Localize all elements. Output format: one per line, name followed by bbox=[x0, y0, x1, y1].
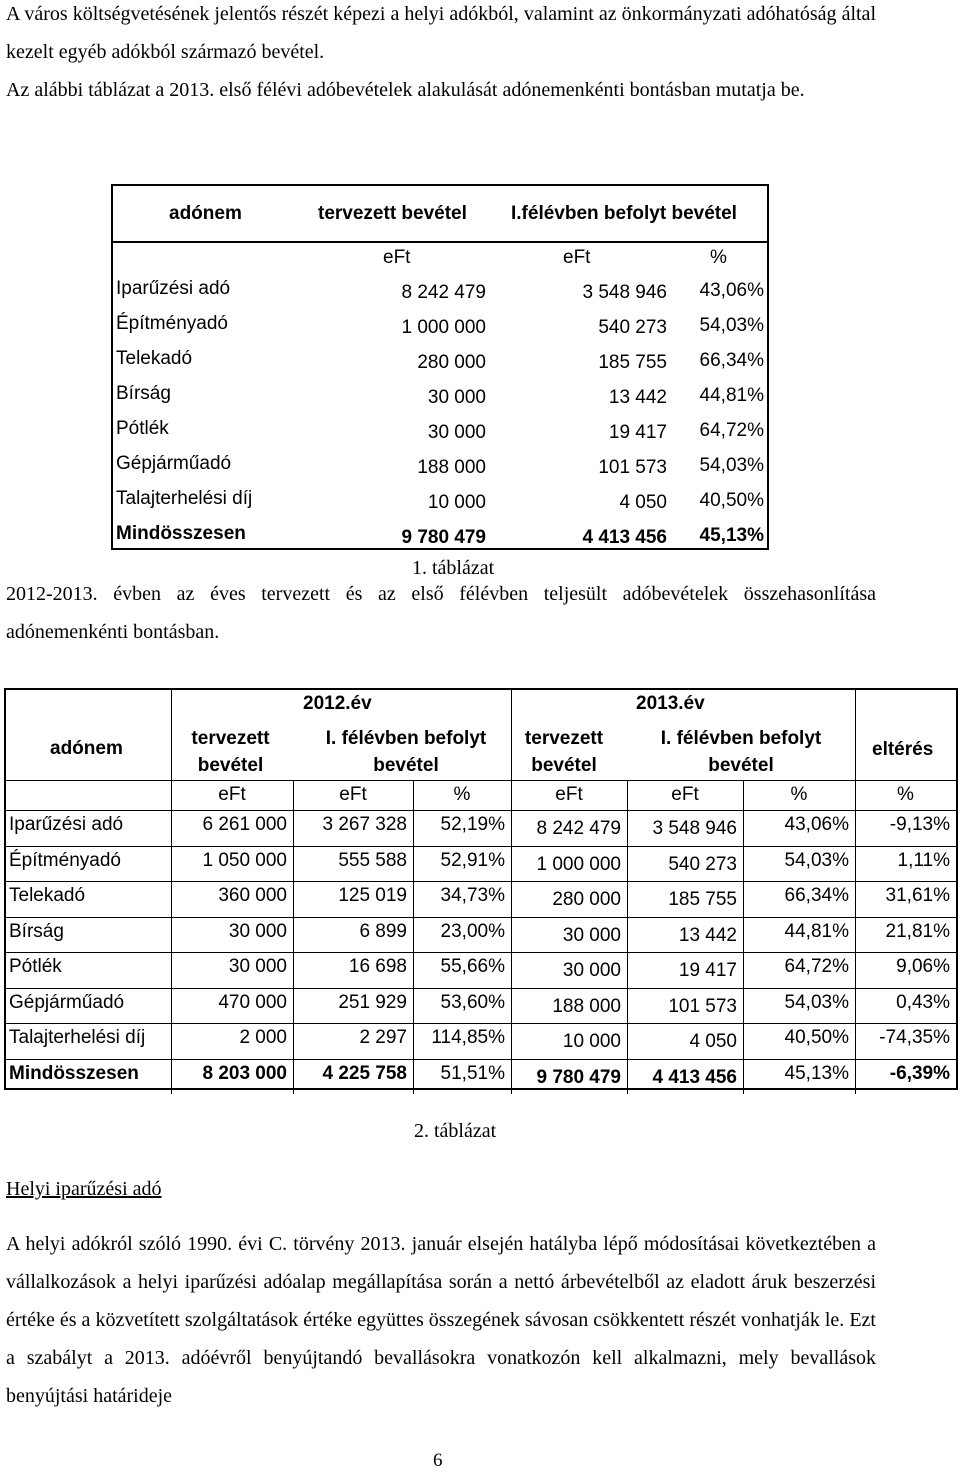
t2-header-adonem: adónem bbox=[50, 738, 123, 759]
t2-row-a13: 4 050 bbox=[689, 1031, 737, 1052]
t2-row-a12: 3 267 328 bbox=[322, 814, 407, 835]
t2-row-pct12: 34,73% bbox=[440, 885, 505, 906]
t2-row-name: Bírság bbox=[9, 920, 64, 942]
t1-row-pct: 66,34% bbox=[699, 350, 764, 371]
table-grid-line bbox=[743, 780, 744, 1094]
t2-row-diff: 0,43% bbox=[896, 991, 950, 1013]
t2-row-a13: 540 273 bbox=[668, 853, 737, 875]
t1-row-name: Telekadó bbox=[116, 348, 193, 369]
t2-row-diff: 9,06% bbox=[896, 956, 950, 977]
t1-row-actual: 4 050 bbox=[619, 492, 667, 513]
t2-row-pct12: 23,00% bbox=[440, 920, 505, 942]
t2-row-diff: 21,81% bbox=[885, 920, 950, 942]
t2-row-pct13: 40,50% bbox=[784, 1027, 849, 1048]
table-1-caption: 1. táblázat bbox=[412, 557, 495, 579]
t2-row-name: Iparűzési adó bbox=[9, 814, 124, 835]
t2-total-p13: 9 780 479 bbox=[536, 1066, 621, 1088]
comparison-description: 2012-2013. évben az éves tervezett és az első félévben teljesült adóbevételek összehasonlítása adónemenkénti bontásban. bbox=[6, 583, 876, 643]
t1-row-name: Bírság bbox=[116, 383, 171, 404]
t2-row-a12: 2 297 bbox=[359, 1027, 407, 1048]
t2-row-p12: 2 000 bbox=[239, 1027, 287, 1048]
t2-row-name: Pótlék bbox=[9, 956, 62, 977]
t1-row-name: Pótlék bbox=[116, 418, 169, 439]
t1-row-planned: 10 000 bbox=[427, 492, 486, 513]
t1-row-pct: 64,72% bbox=[699, 420, 764, 441]
t2-year-2012: 2012.év bbox=[303, 693, 372, 714]
t2-row-p12: 6 261 000 bbox=[202, 814, 287, 835]
t2-total-a13: 4 413 456 bbox=[652, 1066, 737, 1088]
t2-row-p13: 188 000 bbox=[552, 995, 621, 1017]
t2-total-a12: 4 225 758 bbox=[322, 1062, 407, 1084]
t2-row-a12: 555 588 bbox=[338, 849, 407, 871]
t1-row-planned: 1 000 000 bbox=[401, 317, 486, 338]
intro-paragraph-2: Az alábbi táblázat a 2013. első félévi adóbevételek alakulását adónemenkénti bontásban mutatja be. bbox=[6, 79, 805, 101]
table-grid-line bbox=[6, 917, 956, 918]
t1-row-name: Iparűzési adó bbox=[116, 278, 231, 299]
t2-header-actual-2012: I. félévben befolyt bevétel bbox=[325, 728, 487, 776]
table-grid-line bbox=[6, 881, 956, 882]
t1-total-actual: 4 413 456 bbox=[582, 527, 667, 548]
t1-row-pct: 54,03% bbox=[699, 455, 764, 476]
t1-row-planned: 30 000 bbox=[427, 387, 486, 408]
t2-row-p12: 30 000 bbox=[228, 956, 287, 977]
t2-unit-label: eFt bbox=[218, 784, 246, 805]
table-grid-line bbox=[293, 780, 294, 1094]
t2-row-diff: 31,61% bbox=[885, 885, 950, 906]
table-grid-line bbox=[171, 690, 172, 1094]
table-grid-line bbox=[413, 780, 414, 1094]
t1-header-planned: tervezett bevétel bbox=[318, 203, 467, 224]
t2-row-name: Építményadó bbox=[9, 849, 121, 871]
t2-unit-label: % bbox=[453, 784, 471, 805]
t2-row-p13: 280 000 bbox=[552, 889, 621, 910]
t2-row-name: Telekadó bbox=[9, 885, 86, 906]
t2-row-pct12: 52,91% bbox=[440, 849, 505, 871]
t1-row-actual: 19 417 bbox=[608, 422, 667, 443]
t2-row-a13: 19 417 bbox=[678, 960, 737, 981]
t2-row-pct13: 54,03% bbox=[784, 991, 849, 1013]
t2-unit-label: eFt bbox=[555, 784, 583, 805]
t1-row-planned: 188 000 bbox=[417, 457, 486, 478]
t2-row-a12: 251 929 bbox=[338, 991, 407, 1013]
t2-row-p13: 10 000 bbox=[562, 1031, 621, 1052]
t1-unit-actual: eFt bbox=[563, 247, 591, 268]
t1-total-name: Mindösszesen bbox=[116, 523, 246, 544]
t2-row-p12: 30 000 bbox=[228, 920, 287, 942]
table-grid-line bbox=[6, 846, 956, 847]
t2-header-actual-2013: I. félévben befolyt bevétel bbox=[660, 728, 822, 776]
t2-unit-label: eFt bbox=[671, 784, 699, 805]
t2-row-diff: 1,11% bbox=[897, 849, 950, 871]
t2-total-p12: 8 203 000 bbox=[202, 1062, 287, 1084]
t2-row-pct13: 66,34% bbox=[784, 885, 849, 906]
t2-unit-label: eFt bbox=[339, 784, 367, 805]
table-grid-line bbox=[511, 690, 512, 1094]
t1-row-pct: 54,03% bbox=[699, 315, 764, 336]
table-grid-line bbox=[627, 780, 628, 1094]
t2-row-p12: 360 000 bbox=[218, 885, 287, 906]
t1-row-pct: 40,50% bbox=[699, 490, 764, 511]
t2-row-pct13: 43,06% bbox=[784, 814, 849, 835]
t2-row-p13: 8 242 479 bbox=[536, 818, 621, 839]
table-grid-line bbox=[6, 1059, 956, 1060]
body-paragraph: A helyi adókról szóló 1990. évi C. törvény 2013. január elsején hatályba lépő módosításai következtében a vállalkozások a helyi iparűzési adóalap megállapítása során a nettó árbevételből az eladott áruk beszerzési értéke és a közvetített szolgáltatások értéke együttes összegének sávosan csökkentett részét vonhatják le. Ezt a szabályt a 2013. adóévről benyújtandó bevallásokra vonatkozón kell alkalmazni, mely bevallások benyújtási határideje bbox=[6, 1233, 876, 1407]
t2-row-pct12: 53,60% bbox=[440, 991, 505, 1013]
t2-row-p13: 30 000 bbox=[562, 960, 621, 981]
t2-row-name: Talajterhelési díj bbox=[9, 1027, 146, 1048]
t2-total-diff: -6,39% bbox=[889, 1062, 950, 1084]
t2-row-diff: -9,13% bbox=[889, 814, 950, 835]
t2-row-diff: -74,35% bbox=[879, 1027, 950, 1048]
t2-row-a12: 125 019 bbox=[338, 885, 407, 906]
t2-row-a13: 13 442 bbox=[678, 924, 737, 946]
t2-unit-label: % bbox=[790, 784, 808, 805]
t1-row-pct: 43,06% bbox=[699, 280, 764, 301]
table-grid-line bbox=[6, 1023, 956, 1024]
table-grid-line bbox=[6, 780, 956, 781]
t1-row-name: Építményadó bbox=[116, 313, 228, 334]
t2-total-pct12: 51,51% bbox=[440, 1062, 505, 1084]
t2-row-name: Gépjárműadó bbox=[9, 991, 125, 1013]
t2-row-p13: 1 000 000 bbox=[536, 853, 621, 875]
t2-row-a13: 101 573 bbox=[668, 995, 737, 1017]
t2-row-pct12: 55,66% bbox=[440, 956, 505, 977]
t1-row-actual: 13 442 bbox=[608, 387, 667, 408]
t1-row-actual: 185 755 bbox=[598, 352, 667, 373]
table-grid-line bbox=[6, 988, 956, 989]
t2-row-pct13: 54,03% bbox=[784, 849, 849, 871]
t1-row-actual: 3 548 946 bbox=[582, 282, 667, 303]
t2-row-pct13: 64,72% bbox=[784, 956, 849, 977]
t1-total-pct: 45,13% bbox=[699, 525, 764, 546]
table-grid-line bbox=[6, 810, 956, 811]
t1-row-planned: 30 000 bbox=[427, 422, 486, 443]
t1-unit-pct: % bbox=[710, 247, 727, 268]
t2-header-planned-2012: tervezett bevétel bbox=[191, 728, 270, 776]
t2-row-a12: 16 698 bbox=[348, 956, 407, 977]
t1-row-planned: 280 000 bbox=[417, 352, 486, 373]
t2-unit-label: % bbox=[897, 784, 914, 805]
t2-row-a12: 6 899 bbox=[359, 920, 407, 942]
t1-row-name: Gépjárműadó bbox=[116, 453, 232, 474]
t2-row-p12: 470 000 bbox=[218, 991, 287, 1013]
t2-total-pct13: 45,13% bbox=[784, 1062, 849, 1084]
t2-row-pct12: 114,85% bbox=[431, 1027, 505, 1048]
t2-row-a13: 3 548 946 bbox=[652, 818, 737, 839]
t2-row-p12: 1 050 000 bbox=[202, 849, 287, 871]
intro-paragraph-1: A város költségvetésének jelentős részét képezi a helyi adókból, valamint az önkormányzati adóhatóság által kezelt egyéb adókból származó bevétel. bbox=[6, 3, 876, 63]
t1-total-planned: 9 780 479 bbox=[401, 527, 486, 548]
t2-year-2013: 2013.év bbox=[636, 693, 705, 714]
t2-row-p13: 30 000 bbox=[562, 924, 621, 946]
table-grid-line bbox=[855, 690, 856, 1094]
page-number: 6 bbox=[433, 1450, 443, 1471]
t2-row-a13: 185 755 bbox=[668, 889, 737, 910]
section-heading: Helyi iparűzési adó bbox=[6, 1178, 162, 1200]
table-2-caption: 2. táblázat bbox=[414, 1120, 497, 1142]
t2-header-planned-2013: tervezett bevétel bbox=[524, 728, 604, 776]
t1-row-pct: 44,81% bbox=[699, 385, 764, 406]
t1-row-actual: 540 273 bbox=[598, 317, 667, 338]
t1-unit-planned: eFt bbox=[383, 247, 411, 268]
t1-row-actual: 101 573 bbox=[598, 457, 667, 478]
t1-row-name: Talajterhelési díj bbox=[116, 488, 253, 509]
t2-total-name: Mindösszesen bbox=[9, 1062, 139, 1084]
table-1 bbox=[111, 184, 769, 550]
t1-row-planned: 8 242 479 bbox=[401, 282, 486, 303]
t2-row-pct12: 52,19% bbox=[440, 814, 505, 835]
table-2 bbox=[4, 688, 958, 1090]
t2-row-pct13: 44,81% bbox=[784, 920, 849, 942]
t1-header-actual: I.félévben befolyt bevétel bbox=[511, 203, 737, 224]
table-grid-line bbox=[6, 952, 956, 953]
t1-header-adonem: adónem bbox=[169, 203, 242, 224]
t2-header-diff: eltérés bbox=[872, 739, 934, 760]
